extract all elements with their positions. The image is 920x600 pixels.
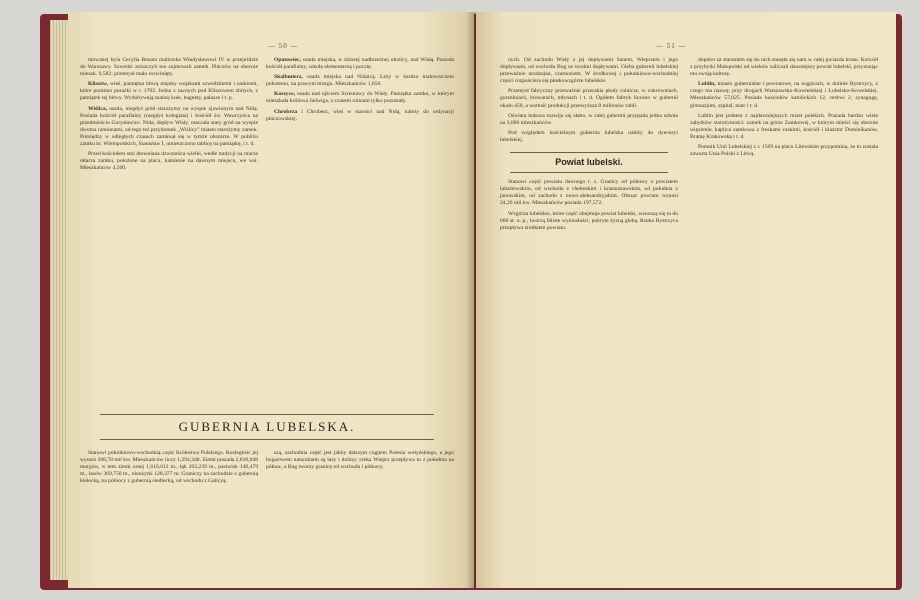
entry-name: Koszyce, xyxy=(274,91,297,98)
paragraph xyxy=(500,88,678,109)
paragraph xyxy=(500,57,678,85)
paragraph xyxy=(266,109,454,123)
paragraph xyxy=(80,57,258,78)
paragraph-text: wieś, pamiętna bitwą między wojskami szwedzkiemi i saskiemi, które pomimo porażki w r. 1702. Jedna z zacnych pod Kliszowem zbitych, z pamiątek tej bitwy. Wydobywają szańcę kule, bagnety, pałasze i t. p. xyxy=(80,81,258,102)
paragraph-text: Pomnik Unii Lubelskiej z r. 1569 na placu Litewskim przypomina, że tu została zawarta Unia Polski z Litwą. xyxy=(690,144,878,158)
paragraph xyxy=(690,144,878,158)
right-page xyxy=(476,12,896,588)
page-edges xyxy=(50,20,70,580)
paragraph xyxy=(266,91,454,105)
paragraph-text: osada miejska, w niższej nadbrzeżnej okolicy, nad Wisłą. Posiada kościół parafialny, szkołę elementarną i pocztę. xyxy=(266,57,454,71)
entry-name: Kliszów, xyxy=(88,81,110,88)
paragraph-text: miasto gubernialne i powiatowe, na wągórach, w dolinie Bystrzycy, z czego ma nazwę; przy drogach Warszawsko-Kowieńskiej i Lubelsko-Kowelskiej. Mieszkańców 57,025. Posiada kościołów katolickich 12, cerkwi 2, synagogę, gimnazjum, szpital, teatr i t. d. xyxy=(690,81,878,109)
paragraph-text: dopiero za staraniem się do nich stanęła się nam w całej gwiazda krasu. Kościół z przybytki Małopolski od wieków zaliczali dawniejszy powiat lubelski, przyznając mu swoją kulturę. xyxy=(690,57,878,78)
paragraph xyxy=(500,130,678,144)
section-heading-block xyxy=(80,410,454,444)
paragraph xyxy=(80,106,258,149)
paragraph-text: Przed kościołem stoi drewniana dzwonnica wielki, wedle tradycji na murze ołtarza zamku, położone na placu, kamienie na dawnym miejscu, we wsi. Mieszkańców 4,500. xyxy=(80,151,258,172)
paragraph-text: i Chroberz, wieś w starości nad Nidą, należy do ordynacji pińczowskiej. xyxy=(266,108,454,122)
section-title: GUBERNIA LUBELSKA. xyxy=(178,419,356,434)
paragraph-text: Pod względem kościelnym gubernia lubelska należy do dyecezyi lubelskiej. xyxy=(500,129,678,143)
entry-name: Lublin, xyxy=(698,81,718,88)
divider xyxy=(510,172,668,173)
left-bottom-column-2 xyxy=(266,450,454,474)
paragraph xyxy=(500,211,678,232)
paragraph-text: osada nad ujściem Szreniawy do Wisły. Pamiątka zamku, w którym mieszkała królowa Jadwiga, z czasem ruinami tylko pozostały. xyxy=(266,91,454,105)
paragraph-text: Oświata ludowa rozwija się słabo, w całej gubernii przypada jedna szkoła na 3,000 mieszkańców. xyxy=(500,112,678,126)
left-column-2 xyxy=(266,57,454,126)
paragraph-text: nych. Od zachodu Wisły z jej dopływami Sanem, Wieprzem i jego dopływami, od wschodu Bug ze swoimi dopływami. Gleba gubernii lubelskiej przeważnie urodzajna, czarnoziem. W środkowej i południowo-wschodniej części rozpościera się płaskowzgórze lubelskie. xyxy=(500,57,678,85)
right-column-2 xyxy=(690,57,878,161)
paragraph xyxy=(690,57,878,78)
entry-name: Skalbmierz, xyxy=(274,74,307,81)
paragraph: szą, zachodnia część jest jakby dalszym ciągiem Polesia wołyńskiego, a jego bogactwem naturalnem są lasy i doliny; rzeka Wieprz przepływa tu z południa na północ, a Bug tworzy granicę od wschodu i północy. xyxy=(266,450,454,471)
paragraph-text: Lublin jest jednem z najdawniejszych miast polskich. Posiada bardzo wiele zabytków starożytności: zamek na górze Zamkowej, w którym mieści się obecnie więzienie, kaplica zamkowa z freskami ruskimi, kościół i klasztor Dominikanów, Bramę Krakowską i t. d. xyxy=(690,112,878,140)
page-number: — 50 — xyxy=(268,42,299,50)
paragraph-text: osada, niegdyś gród starożytny na wyspie zjawionym nad Nidą. Posiada kościół parafialny (niegdyś kolegiata) i kościół św. Wawrzyńca na przedmieściu Gorysławice. Nida, dopływ Wisły, otaczała stary gród na wyspie dwoma ramionami, od tego też przydomek „Wiślicy” miasto starożytny zamek. Pomiędzy w odległych czasach zamknął się w tymże obszarze. W pobliżu zamku hr. Wielopolskich, Stanisław I, umieszczono tablicę na pamiątkę, i t. d. xyxy=(80,105,258,148)
entry-name: Chrobrza xyxy=(274,108,302,115)
page-number: — 51 — xyxy=(656,42,687,50)
paragraph xyxy=(80,81,258,102)
paragraph-text: osada miejska nad Nidzicą. Leży w bardzo malowniczem położeniu, na prawym brzegu. Mieszkańców 1,850. xyxy=(266,74,454,88)
divider xyxy=(100,414,434,415)
paragraph xyxy=(266,57,454,71)
entry-name: Wiślica, xyxy=(88,105,110,112)
paragraph-text: Przemysł fabryczny przeważnie przerabia płody rolnicze, w cukrowniach, gorzelniach, browarach, młynach i t. d. Ogółem fabryk liczono w gubernii około 450, a wartość produkcji przewyższa 8 milionów rubli. xyxy=(500,88,678,109)
paragraph xyxy=(690,81,878,109)
paragraph-text: Stanowi część powiatu dawnego t. z. Granicy od północy z powiatem lubartowskim, od wschodu z chełmskim i krasnostawskim, od południa z janowskim, od zachodu z nowo-aleksandryjskim. Obszar powiatu wynosi 24,26 mil kw. Mieszkańców posiada 197,572. xyxy=(500,179,678,207)
left-column-1 xyxy=(80,57,258,175)
left-bottom-column-1 xyxy=(80,450,258,488)
paragraph xyxy=(690,113,878,141)
divider xyxy=(100,439,434,440)
paragraph xyxy=(80,151,258,172)
divider xyxy=(510,152,668,153)
paragraph-text: mowanej byla Cecylia Renata malżonka Władysławowi IV w przejeździe do Warszawy. Szwedzi zniszczyli ten zajmowali zamek. Pińczów na obecnie mieszk. 9,582; przemysł mało rozwinięty. xyxy=(80,57,258,78)
paragraph xyxy=(266,74,454,88)
paragraph xyxy=(500,179,678,207)
left-page xyxy=(68,12,474,588)
entry-name: Opatowiec, xyxy=(274,57,303,63)
paragraph xyxy=(500,113,678,127)
right-column-1 xyxy=(500,57,678,235)
subsection-title: Powiat lubelski. xyxy=(555,157,623,168)
paragraph: Stanowi południowo-wschodnią część Królestwa Polskiego. Rozległość jej wynosi 308,78 mil kw. Mieszkańców liczy 1,294,348. Ziemi posiada 2,816,048 morgów, w tem ziemi ornej 1,616,612 m., łąk 203,239 m., pastwisk 146,479 m., lasów 369,750 m., nieużytki 128,377 m. Graniczy na zachodzie z gubernią kielecką, na północy z gubernią siedlecką, od wschodu z Galicyą. xyxy=(80,450,258,485)
paragraph-text: Wzgórza lubelskie, które część obejmuje powiat lubelski, wznoszą się tu do 600 st. n. p., tworzą faliste wyniosłości, pokryte żyzną glebą. Rzeka Bystrzyca przepływa środkiem powiatu. xyxy=(500,210,678,231)
